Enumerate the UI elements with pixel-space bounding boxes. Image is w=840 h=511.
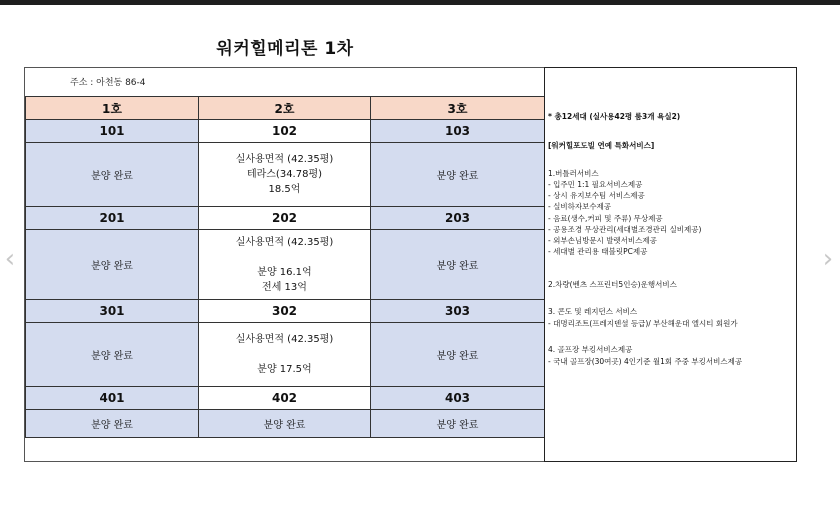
section-title: 1.버틀러서비스 [548, 169, 599, 178]
section-title: 2.차량(벤츠 스프린터5인승)운행서비스 [548, 280, 677, 289]
detail-line [199, 347, 370, 362]
unit-row [26, 387, 545, 410]
unit-number: 203 [371, 207, 545, 230]
header-cell: 1호 [26, 97, 199, 120]
header-cell: 3호 [371, 97, 545, 120]
unit-row [26, 120, 545, 143]
detail-line: 테라스(34.78평) [246, 169, 323, 180]
unit-number: 402 [199, 387, 371, 410]
unit-detail [199, 143, 371, 207]
service-item: - 음료(생수,커피 및 주류) 무상제공 [548, 214, 663, 223]
detail-line: 분양 17.5억 [257, 364, 312, 375]
unit-detail [199, 230, 371, 300]
info-row [26, 410, 545, 438]
page-title: 워커힐메리톤 1차 [216, 39, 354, 59]
service-item: - 상시 유지보수팀 서비스제공 [548, 191, 645, 200]
detail-line: 실사용면적 (42.35평) [235, 154, 334, 165]
unit-row [26, 300, 545, 323]
unit-detail [199, 323, 371, 387]
unit-status: 분양 완료 [371, 410, 545, 438]
service-item: - 입주민 1:1 필요서비스제공 [548, 180, 643, 189]
unit-status: 분양 완료 [26, 323, 199, 387]
unit-number: 403 [371, 387, 545, 410]
unit-status: 분양 완료 [26, 230, 199, 300]
unit-number: 101 [26, 120, 199, 143]
prev-arrow-icon[interactable]: ‹ [4, 244, 16, 274]
unit-status: 분양 완료 [199, 410, 371, 438]
header-row [26, 97, 545, 120]
address: 주소 : 아천동 86-4 [70, 78, 146, 88]
unit-number: 102 [199, 120, 371, 143]
service-item: - 세대별 관리용 태블릿PC제공 [548, 247, 648, 256]
unit-number: 401 [26, 387, 199, 410]
detail-line: 실사용면적 (42.35평) [235, 334, 334, 345]
unit-status: 분양 완료 [26, 143, 199, 207]
detail-line: 전세 13억 [262, 281, 307, 293]
info-row [26, 323, 545, 387]
top-bar [0, 0, 840, 5]
unit-table [25, 96, 545, 438]
detail-line: 18.5억 [268, 184, 301, 195]
unit-number: 103 [371, 120, 545, 143]
detail-line: 분양 16.1억 [257, 266, 312, 278]
info-row [26, 230, 545, 300]
unit-status: 분양 완료 [26, 410, 199, 438]
unit-row [26, 207, 545, 230]
unit-status: 분양 완료 [371, 230, 545, 300]
info-row [26, 143, 545, 207]
unit-number: 201 [26, 207, 199, 230]
unit-status: 분양 완료 [371, 323, 545, 387]
service-item: - 공용조경 무상관리(세대별조경관리 실비제공) [548, 225, 702, 234]
service-item: - 외부손님방문시 발렛서비스제공 [548, 236, 657, 245]
unit-number: 302 [199, 300, 371, 323]
unit-number: 202 [199, 207, 371, 230]
service-item: - 실비하자보수제공 [548, 202, 612, 211]
service-panel [544, 67, 797, 462]
unit-number: 303 [371, 300, 545, 323]
summary-text: * 총12세대 (실사용42평 룸3개 욕실2) [548, 112, 681, 121]
detail-line [199, 250, 370, 265]
service-item: - 국내 골프장(30여곳) 4인기준 월1회 주중 부킹서비스제공 [548, 357, 743, 366]
detail-line: 실사용면적 (42.35평) [235, 236, 334, 248]
service-item: - 대명리조트(프레지덴셜 등급)/ 부산해운대 엘시티 회원가 [548, 319, 738, 328]
next-arrow-icon[interactable]: › [822, 244, 834, 274]
section-title: 3. 콘도 및 레지던스 서비스 [548, 307, 638, 316]
header-cell: 2호 [199, 97, 371, 120]
unit-status: 분양 완료 [371, 143, 545, 207]
section-title: 4. 골프장 부킹서비스제공 [548, 345, 633, 354]
unit-number: 301 [26, 300, 199, 323]
service-heading: [워커힐포도빌 연예 특화서비스] [548, 141, 655, 150]
